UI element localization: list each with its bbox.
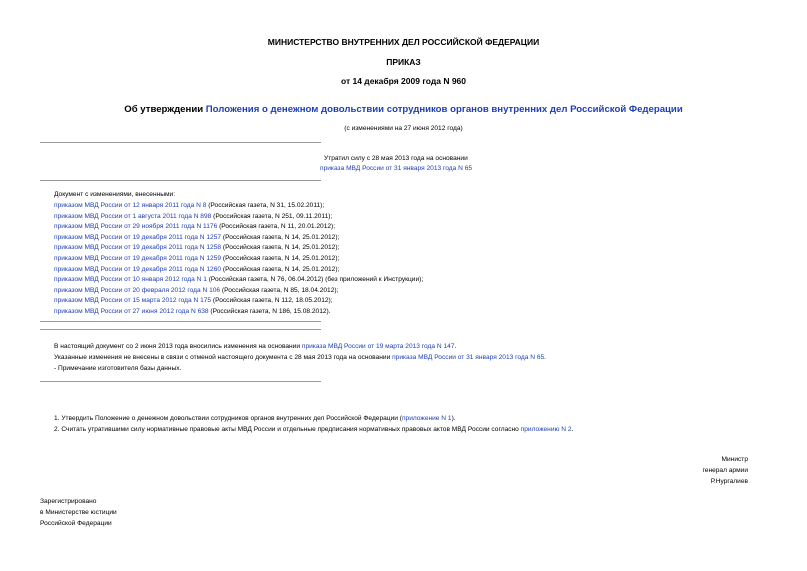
title-prefix: Об утверждении (124, 104, 206, 115)
separator-line (40, 321, 321, 322)
separator-line (40, 180, 321, 181)
note-line-1 (54, 343, 456, 350)
amendment-item (54, 276, 423, 283)
note-line-3: - Примечание изготовителя базы данных. (54, 365, 182, 372)
amendment-item (54, 213, 332, 220)
amendment-source: (Российская газета, N 14, 25.01.2012); (221, 244, 340, 252)
amendment-item (54, 244, 339, 251)
note-repeal-link[interactable]: приказа МВД России от 31 января 2013 года N 65 (392, 354, 545, 361)
note-amendment-link[interactable]: приказа МВД России от 19 марта 2013 года N 147 (301, 343, 455, 350)
paragraph-text: 1. Утвердить Положение о денежном довольствии сотрудников органов внутренних дел Российской Федерации ( (54, 415, 402, 422)
signature-title: Министр (721, 456, 748, 463)
amendment-item (54, 202, 324, 209)
paragraph-1 (54, 415, 456, 422)
appendix-1-link[interactable]: приложение N 1 (401, 415, 452, 422)
note-text: В настоящий документ со 2 июня 2013 года вносились изменения на основании (54, 343, 302, 350)
order-heading: ПРИКАЗ (386, 57, 421, 67)
amendment-source: (Российская газета, N 251, 09.11.2011); (211, 212, 333, 220)
amendment-source: (Российская газета, N 112, 18.05.2012); (211, 297, 333, 305)
expired-notice: Утратил силу с 28 мая 2013 года на основании (324, 155, 468, 162)
amendment-item (54, 223, 335, 230)
amendment-order-link[interactable]: приказом МВД России от 10 января 2012 года N 1 (54, 276, 207, 284)
document-title (0, 104, 807, 115)
registered-line-2: в Министерстве юстиции (40, 509, 117, 516)
amendment-source: (Российская газета, N 186, 15.08.2012). (208, 308, 331, 315)
amendment-order-link[interactable]: приказом МВД России от 20 февраля 2012 года N 106 (54, 286, 221, 294)
amendment-source: (Российская газета, N 76, 06.04.2012) (без приложений к Инструкции); (206, 276, 424, 284)
amended-note: (с изменениями на 27 июня 2012 года) (344, 125, 463, 132)
amendment-source: (Российская газета, N 14, 25.01.2012); (221, 255, 340, 262)
separator-line (40, 329, 321, 330)
note-line-2 (54, 354, 546, 361)
amendment-order-link[interactable]: приказом МВД России от 19 декабря 2011 года N 1258 (54, 244, 222, 252)
signature-name: Р.Нургалиев (710, 478, 748, 485)
amendment-order-link[interactable]: приказом МВД России от 15 марта 2012 года N 175 (54, 297, 212, 305)
amendment-item (54, 234, 339, 241)
signature-rank: генерал армии (702, 467, 748, 474)
registered-line-1: Зарегистрировано (40, 498, 97, 505)
amendment-source: (Российская газета, N 14, 25.01.2012); (221, 265, 340, 273)
amendments-heading: Документ с изменениями, внесенными: (54, 191, 176, 198)
paragraph-punct: ). (451, 415, 456, 422)
ministry-heading: МИНИСТЕРСТВО ВНУТРЕННИХ ДЕЛ РОССИЙСКОЙ ФЕДЕРАЦИИ (267, 37, 540, 47)
title-regulation-link[interactable]: Положения о денежном довольствии сотрудников органов внутренних дел Российской Федерации (205, 104, 683, 115)
amendment-item (54, 287, 338, 294)
registered-line-3: Российской Федерации (40, 520, 112, 527)
amendment-source: (Российская газета, N 11, 20.01.2012); (217, 223, 336, 231)
expired-basis-link[interactable]: приказа МВД России от 31 января 2013 года N 65 (320, 165, 473, 172)
amendment-order-link[interactable]: приказом МВД России от 19 декабря 2011 года N 1257 (54, 233, 222, 241)
note-text: Указанные изменения не внесены в связи с отменой настоящего документа с 28 мая 2013 года на основании (54, 354, 393, 361)
separator-line (40, 142, 321, 143)
amendment-source: (Российская газета, N 31, 15.02.2011); (206, 202, 325, 209)
amendment-item (54, 266, 339, 273)
appendix-2-link[interactable]: приложению N 2 (520, 426, 572, 433)
amendment-order-link[interactable]: приказом МВД России от 12 января 2011 года N 8 (54, 202, 207, 209)
note-punct: . (544, 354, 547, 361)
paragraph-text: 2. Считать утратившими силу нормативные правовые акты МВД России и отдельные предписания нормативных правовых актов МВД России согласно (54, 426, 521, 433)
paragraph-2 (54, 426, 573, 433)
separator-line (40, 381, 321, 382)
amendment-item (54, 297, 333, 304)
amendment-item (54, 255, 339, 262)
amendment-order-link[interactable]: приказом МВД России от 19 декабря 2011 года N 1259 (54, 255, 222, 262)
amendment-order-link[interactable]: приказом МВД России от 19 декабря 2011 года N 1260 (54, 265, 222, 273)
amendment-source: (Российская газета, N 85, 18.04.2012); (220, 286, 339, 294)
amendment-order-link[interactable]: приказом МВД России от 29 ноября 2011 года N 1176 (54, 223, 218, 231)
amendment-source: (Российская газета, N 14, 25.01.2012); (221, 233, 340, 241)
order-date: от 14 декабря 2009 года N 960 (340, 76, 467, 86)
amendment-order-link[interactable]: приказом МВД России от 1 августа 2011 года N 898 (54, 212, 212, 220)
amendment-item (54, 308, 331, 315)
note-punct: . (454, 343, 457, 350)
paragraph-punct: . (571, 426, 574, 433)
amendment-order-link[interactable]: приказом МВД России от 27 июня 2012 года N 638 (54, 308, 209, 315)
